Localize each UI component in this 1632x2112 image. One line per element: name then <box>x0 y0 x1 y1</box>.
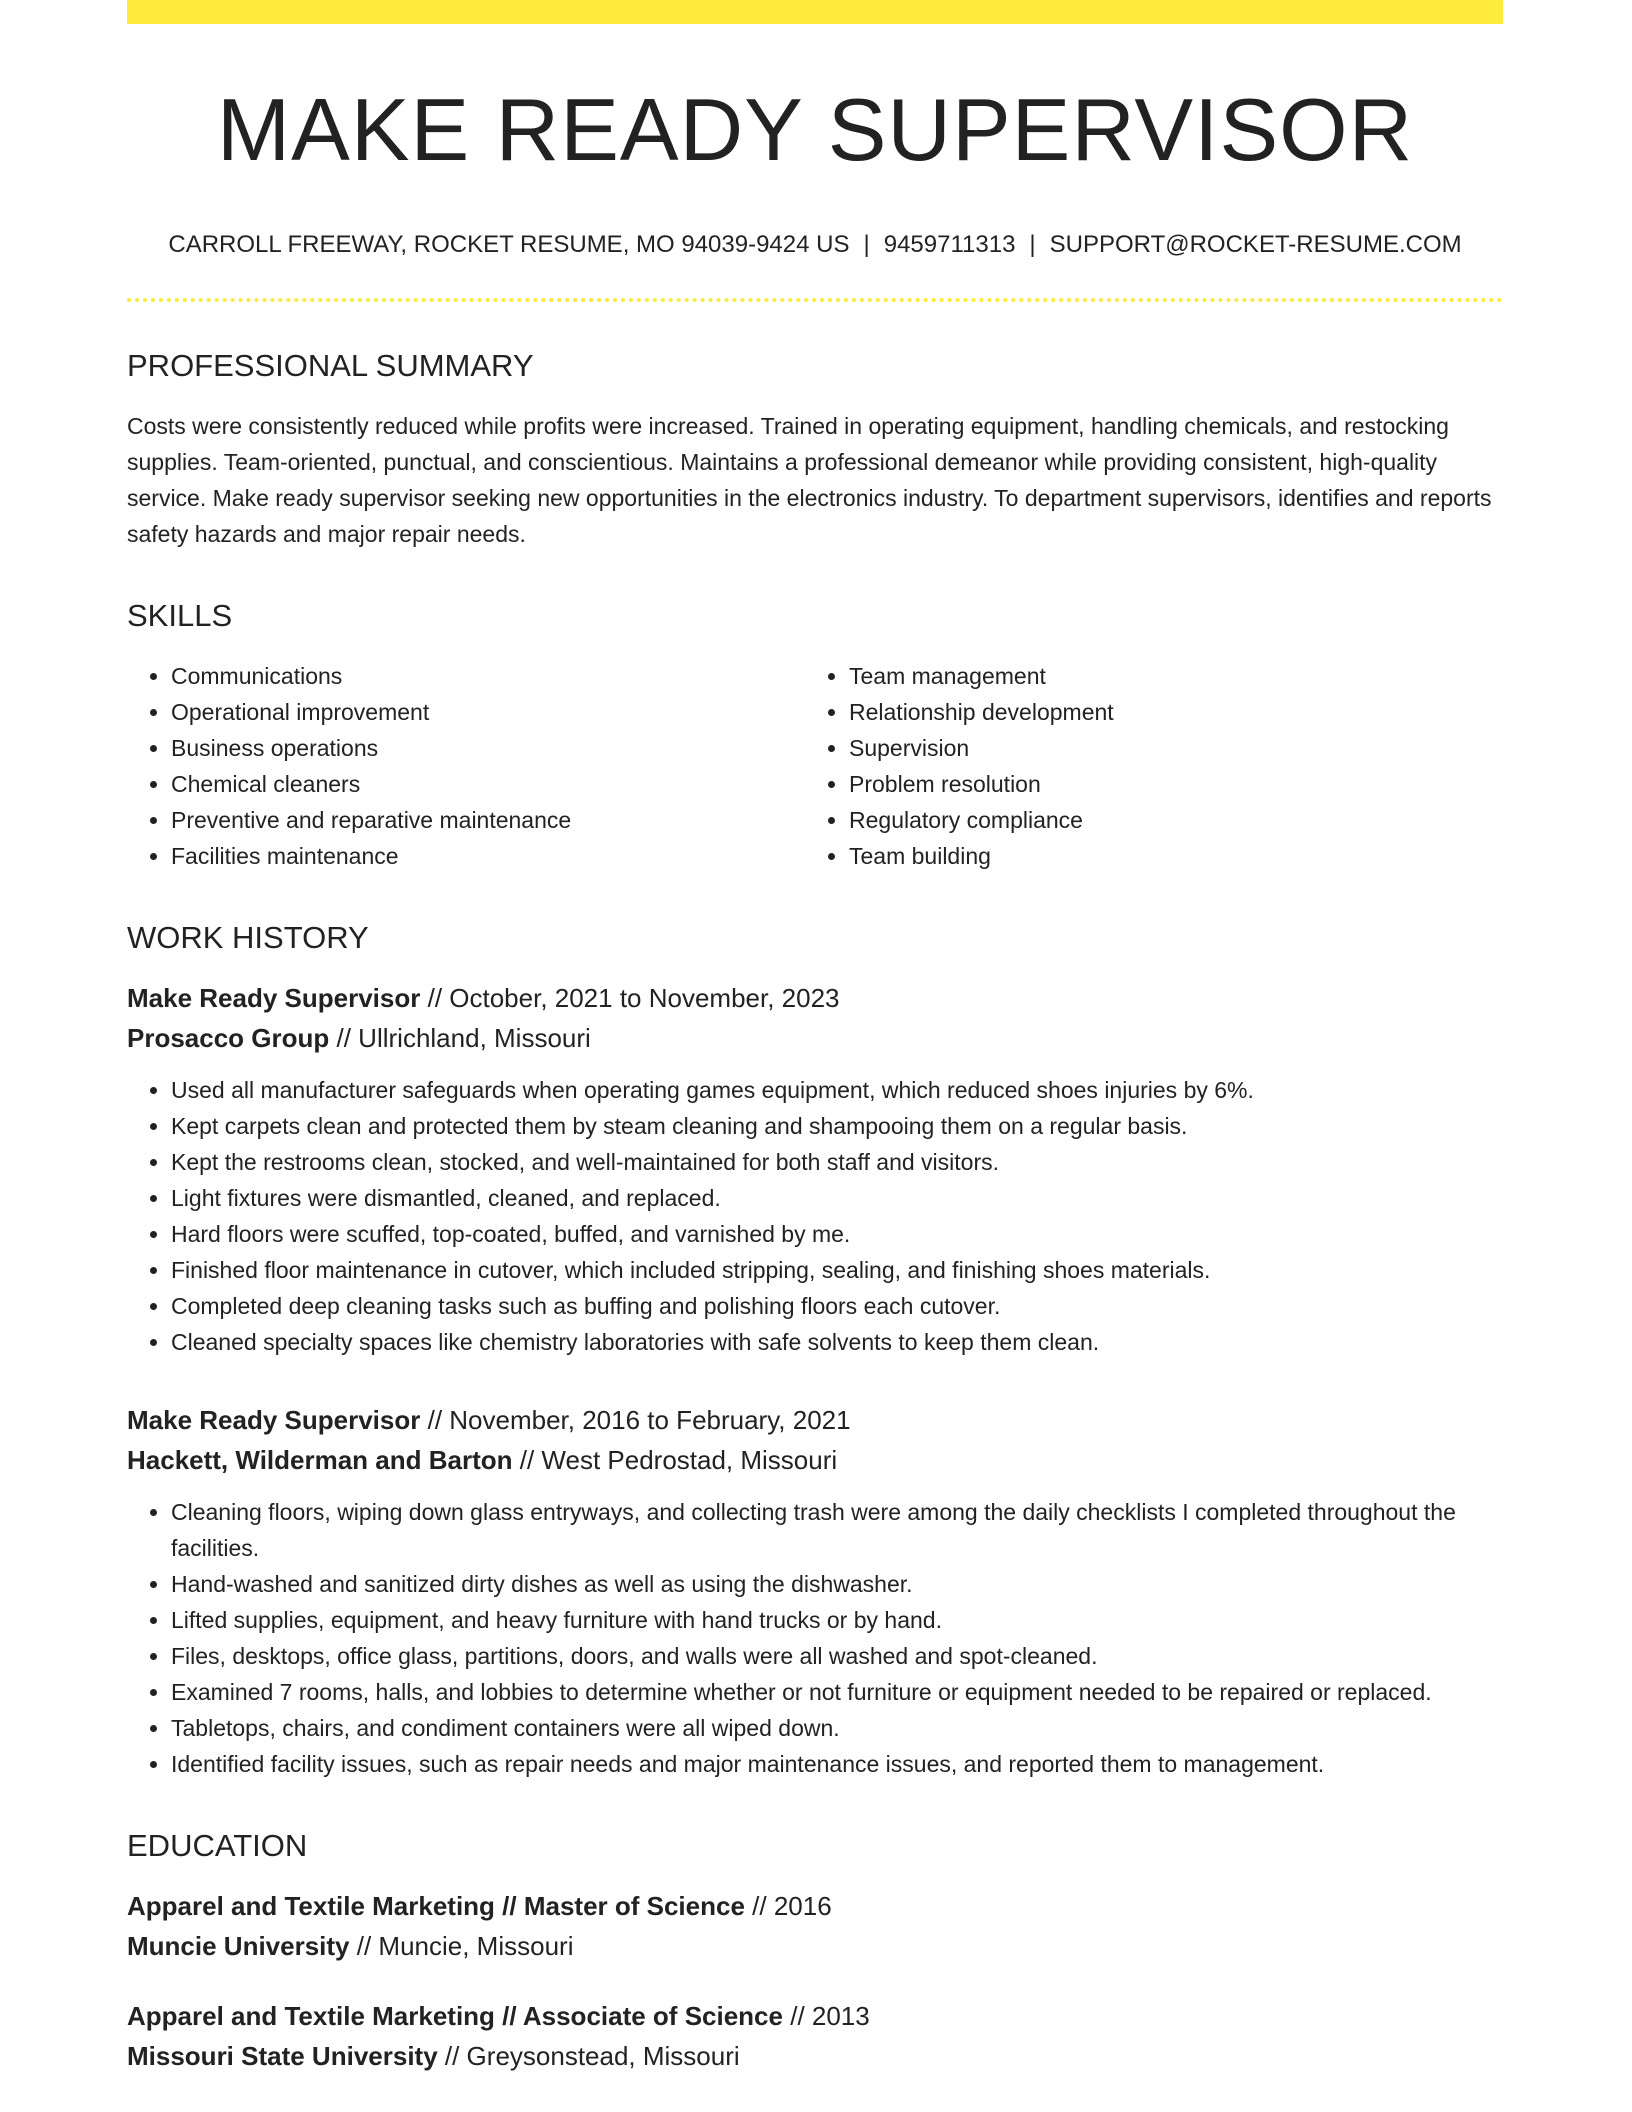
job-duty: • Kept the restrooms clean, stocked, and well-maintained for both staff and visitors. <box>171 1144 1503 1180</box>
skill-item: • Problem resolution <box>849 766 1483 802</box>
job-duty: • Finished floor maintenance in cutover, which included stripping, sealing, and finishing shoes materials. <box>171 1252 1503 1288</box>
education-year: // 2013 <box>790 2001 870 2032</box>
summary-text: Costs were consistently reduced while profits were increased. Trained in operating equipment, handling chemicals, and restocking supplies. Team-oriented, punctual, and conscientious. Maintains a professional demeanor while providing consistent, high-quality service. Make ready supervisor seeking new opportunities in the electronics industry. To department supervisors, identifies and reports safety hazards and major repair needs. <box>127 412 1492 547</box>
education-school: Muncie University <box>127 1931 350 1962</box>
candidate-name: MAKE READY SUPERVISOR <box>216 80 1414 179</box>
job-role: Make Ready Supervisor <box>127 1405 421 1436</box>
skill-item: • Operational improvement <box>171 694 805 730</box>
job-dates: // October, 2021 to November, 2023 <box>427 983 840 1014</box>
job-company: Prosacco Group <box>127 1023 330 1054</box>
skill-item: • Communications <box>171 658 805 694</box>
skill-item: • Facilities maintenance <box>171 838 805 874</box>
top-accent-bar <box>127 0 1503 24</box>
education-heading: EDUCATION <box>127 1828 308 1864</box>
skill-item: • Team management <box>849 658 1483 694</box>
summary-heading: PROFESSIONAL SUMMARY <box>127 347 534 383</box>
job-location: // West Pedrostad, Missouri <box>519 1445 838 1476</box>
job-duty: • Tabletops, chairs, and condiment containers were all wiped down. <box>171 1710 1503 1746</box>
job-company: Hackett, Wilderman and Barton <box>127 1445 513 1476</box>
job-entry <box>127 978 1503 1360</box>
education-entry <box>127 1886 1503 1966</box>
skill-item: • Relationship development <box>849 694 1483 730</box>
job-role: Make Ready Supervisor <box>127 983 421 1014</box>
skills-column-right <box>805 658 1483 874</box>
job-duty: • Used all manufacturer safeguards when operating games equipment, which reduced shoes injuries by 6%. <box>171 1072 1503 1108</box>
job-duty: • Hand-washed and sanitized dirty dishes as well as using the dishwasher. <box>171 1566 1503 1602</box>
job-duty: • Kept carpets clean and protected them by steam cleaning and shampooing them on a regular basis. <box>171 1108 1503 1144</box>
skill-item: • Supervision <box>849 730 1483 766</box>
job-duty: • Cleaned specialty spaces like chemistry laboratories with safe solvents to keep them clean. <box>171 1324 1503 1360</box>
job-duty: • Identified facility issues, such as repair needs and major maintenance issues, and reported them to management. <box>171 1746 1503 1782</box>
skill-item: • Regulatory compliance <box>849 802 1483 838</box>
education-school-line <box>127 1926 1503 1966</box>
skill-item: • Preventive and reparative maintenance <box>171 802 805 838</box>
skill-item: • Team building <box>849 838 1483 874</box>
skills-list <box>127 658 1503 874</box>
job-duty: • Cleaning floors, wiping down glass entryways, and collecting trash were among the daily checklists I completed throughout the facilities. <box>171 1494 1503 1566</box>
education-location: // Muncie, Missouri <box>356 1931 574 1962</box>
contact-phone: 9459711313 <box>883 230 1016 258</box>
job-duty: • Completed deep cleaning tasks such as buffing and polishing floors each cutover. <box>171 1288 1503 1324</box>
skills-heading: SKILLS <box>127 597 233 633</box>
job-location: // Ullrichland, Missouri <box>336 1023 591 1054</box>
contact-separator: | <box>863 230 870 258</box>
job-duty: • Files, desktops, office glass, partitions, doors, and walls were all washed and spot-cleaned. <box>171 1638 1503 1674</box>
job-title-line <box>127 978 1503 1018</box>
education-degree: Apparel and Textile Marketing // Associate of Science <box>127 2001 783 2032</box>
education-school: Missouri State University <box>127 2041 438 2072</box>
contact-email: SUPPORT@ROCKET-RESUME.COM <box>1049 230 1462 258</box>
education-school-line <box>127 2036 1503 2076</box>
job-duty: • Examined 7 rooms, halls, and lobbies to determine whether or not furniture or equipment needed to be repaired or replaced. <box>171 1674 1503 1710</box>
education-degree: Apparel and Textile Marketing // Master of Science <box>127 1891 745 1922</box>
skill-item: • Chemical cleaners <box>171 766 805 802</box>
resume-page <box>127 0 1503 2076</box>
education-degree-line <box>127 1886 1503 1926</box>
job-company-line <box>127 1018 1503 1058</box>
job-dates: // November, 2016 to February, 2021 <box>427 1405 851 1436</box>
dotted-divider <box>127 298 1503 302</box>
job-company-line <box>127 1440 1503 1480</box>
contact-separator: | <box>1029 230 1036 258</box>
job-duty: • Hard floors were scuffed, top-coated, buffed, and varnished by me. <box>171 1216 1503 1252</box>
job-entry <box>127 1400 1503 1782</box>
job-duty: • Lifted supplies, equipment, and heavy furniture with hand trucks or by hand. <box>171 1602 1503 1638</box>
work-history-heading: WORK HISTORY <box>127 919 369 955</box>
skills-column-left <box>127 658 805 874</box>
job-duties <box>127 1072 1503 1360</box>
contact-address: CARROLL FREEWAY, ROCKET RESUME, MO 94039-9424 US <box>168 230 850 258</box>
education-entry <box>127 1996 1503 2076</box>
contact-line <box>127 231 1503 260</box>
job-duty: • Light fixtures were dismantled, cleaned, and replaced. <box>171 1180 1503 1216</box>
job-title-line <box>127 1400 1503 1440</box>
education-location: // Greysonstead, Missouri <box>444 2041 740 2072</box>
education-year: // 2016 <box>752 1891 832 1922</box>
job-duties <box>127 1494 1503 1782</box>
education-degree-line <box>127 1996 1503 2036</box>
skill-item: • Business operations <box>171 730 805 766</box>
